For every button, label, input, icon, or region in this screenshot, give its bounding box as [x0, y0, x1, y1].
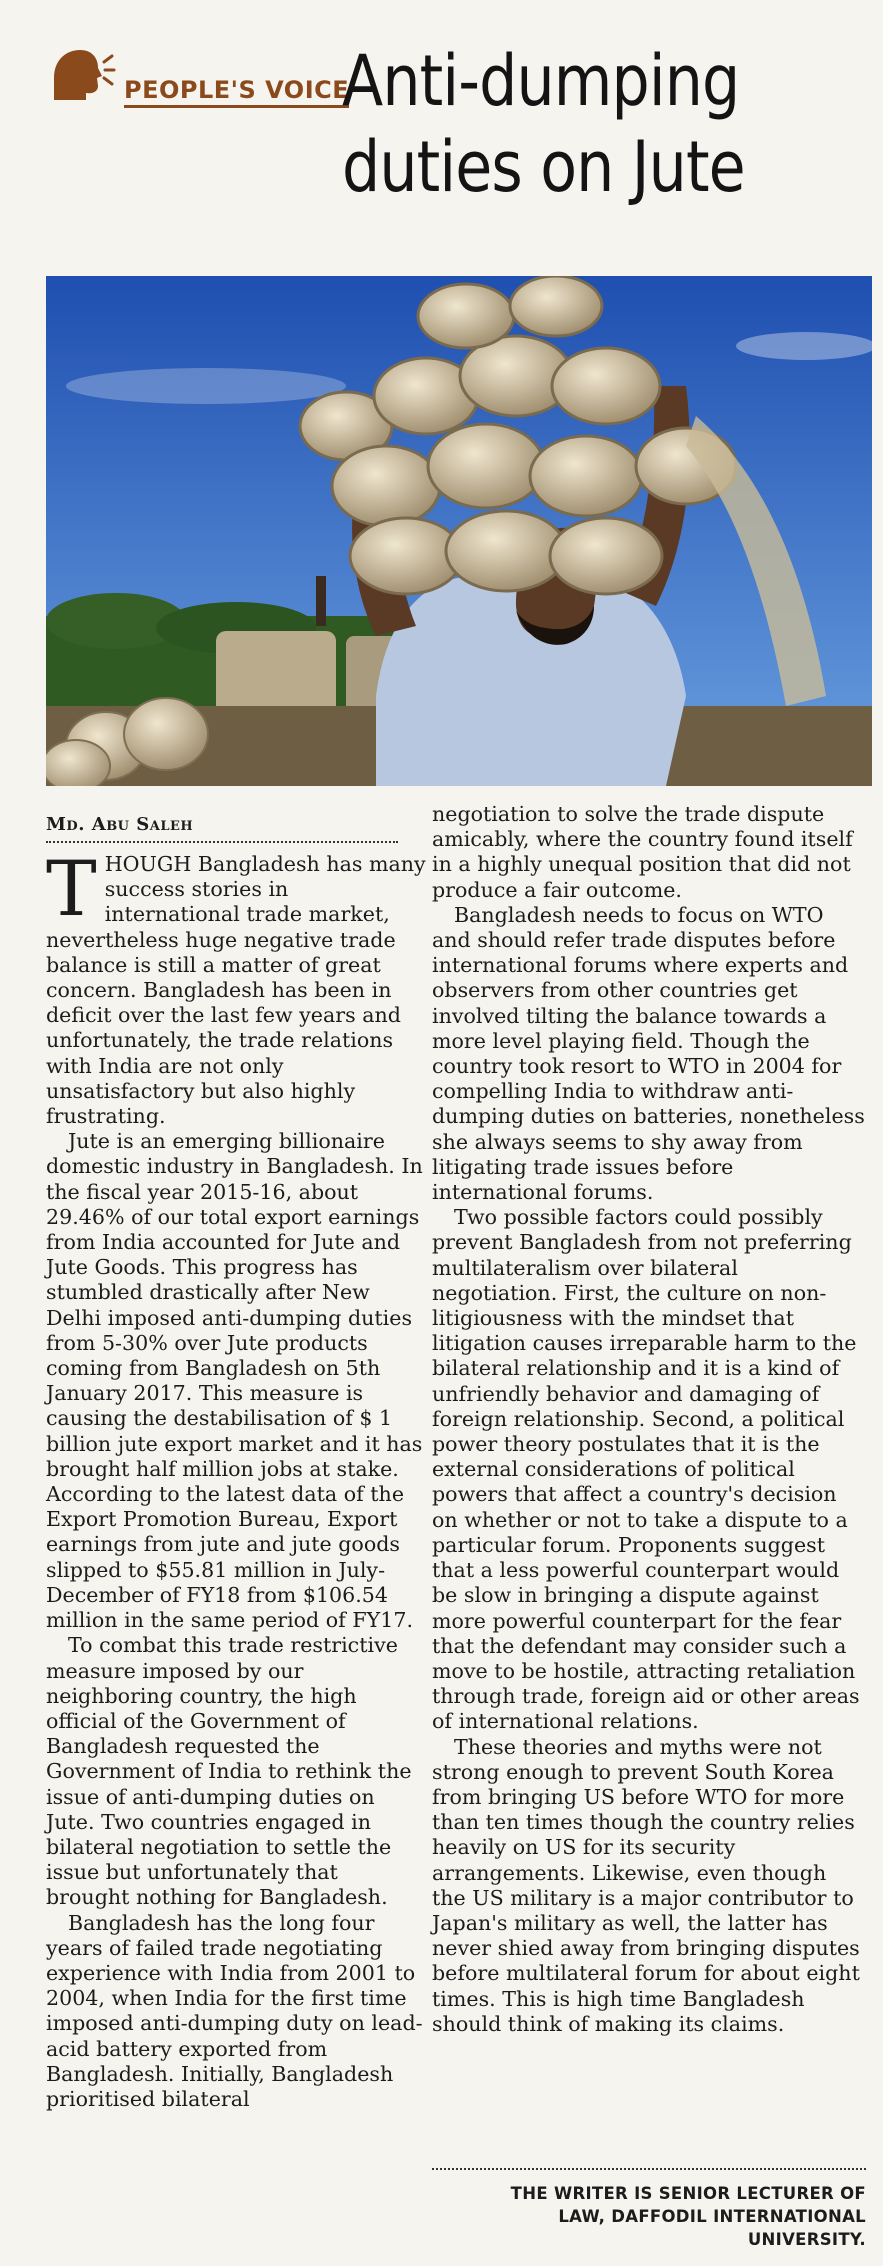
article-column-left: [46, 844, 426, 2112]
footer-divider: [432, 2168, 866, 2170]
headline-line-1: Anti-dumping: [342, 40, 740, 122]
paragraph: negotiation to solve the trade dispute amicably, where the country found itself in a highly unequal position that did not produce a fair outcome.: [432, 802, 853, 902]
headline-line-2: duties on Jute: [342, 126, 745, 208]
paragraph-text: HOUGH Bangladesh has many success stories in international trade market, nevertheless huge negative trade balance is still a matter of great concern. Bangladesh has been in deficit over the last few years and unfortunately, the trade relations with India are not only unsatisfactory but also highly frustrating.: [46, 852, 426, 1129]
article-headline: [342, 38, 824, 210]
paragraph: These theories and myths were not strong enough to prevent South Korea from bringing US before WTO for more than ten times though the country relies heavily on US for its security arrangements. Likewise, even though the US military is a major contributor to Japan's military as well, the latter has never shied away from bringing disputes before multilateral forum for about eight times. This is high time Bangladesh should think of making its claims.: [432, 1734, 860, 2036]
paragraph: Jute is an emerging billionaire domestic industry in Bangladesh. In the fiscal year 2015-16, about 29.46% of our total export earnings from India accounted for Jute and Jute Goods. This progress has stumbled drastically after New Delhi imposed anti-dumping duties from 5-30% over Jute products coming from Bangladesh on 5th January 2017. This measure is causing the destabilisation of $ 1 billion jute export market and it has brought half million jobs at stake. According to the latest data of the Export Promotion Bureau, Export earnings from jute and jute goods slipped to $55.81 million in July-December of FY18 from $106.54 million in the same period of FY17.: [46, 1129, 423, 1633]
author-credit: [432, 2182, 866, 2251]
photo-illustration: [46, 276, 872, 786]
paragraph: [46, 844, 426, 1129]
byline: Md. Abu Saleh: [46, 814, 398, 843]
paragraph: Bangladesh needs to focus on WTO and should refer trade disputes before international forums where experts and observers from other countries get involved tilting the balance towards a more level playing field. Though the country took resort to WTO in 2004 for compelling India to withdraw anti-dumping duties on batteries, nonetheless she always seems to shy away from litigating trade issues before international forums.: [432, 902, 865, 1205]
jute-worker-photo: [46, 276, 872, 786]
column-brand-label: PEOPLE'S VOICE: [124, 76, 349, 108]
article-header: [42, 20, 862, 260]
peoples-voice-badge: [44, 34, 350, 124]
credit-line: LAW, DAFFODIL INTERNATIONAL: [558, 2207, 866, 2226]
paragraph: Two possible factors could possibly prevent Bangladesh from not preferring multilateralism over bilateral negotiation. First, the culture on non-litigiousness with the mindset that litigation causes irreparable harm to the bilateral relationship and it is a kind of unfriendly behavior and damaging of foreign relationship. Second, a political power theory postulates that it is the external considerations of political powers that affect a country's decision on whether or not to take a dispute to a particular forum. Proponents suggest that a less powerful counterpart would be slow in bringing a dispute against more powerful counterpart for the fear that the defendant may consider such a move to be hostile, attracting retaliation through trade, foreign aid or other areas of international relations.: [432, 1205, 860, 1734]
speaking-head-icon: [44, 42, 116, 114]
credit-line: UNIVERSITY.: [747, 2230, 866, 2249]
article-column-right: [432, 802, 866, 2037]
paragraph: Bangladesh has the long four years of failed trade negotiating experience with India from 2001 to 2004, when India for the first time imposed anti-dumping duty on lead-acid battery exported from Bangladesh. Initially, Bangladesh prioritised bilateral: [46, 1910, 423, 2111]
paragraph: To combat this trade restrictive measure imposed by our neighboring country, the high official of the Government of Bangladesh requested the Government of India to rethink the issue of anti-dumping duties on Jute. Two countries engaged in bilateral negotiation to settle the issue but unfortunately that brought nothing for Bangladesh.: [46, 1633, 412, 1910]
credit-line: THE WRITER IS SENIOR LECTURER OF: [510, 2184, 866, 2203]
drop-cap: T: [46, 844, 97, 933]
